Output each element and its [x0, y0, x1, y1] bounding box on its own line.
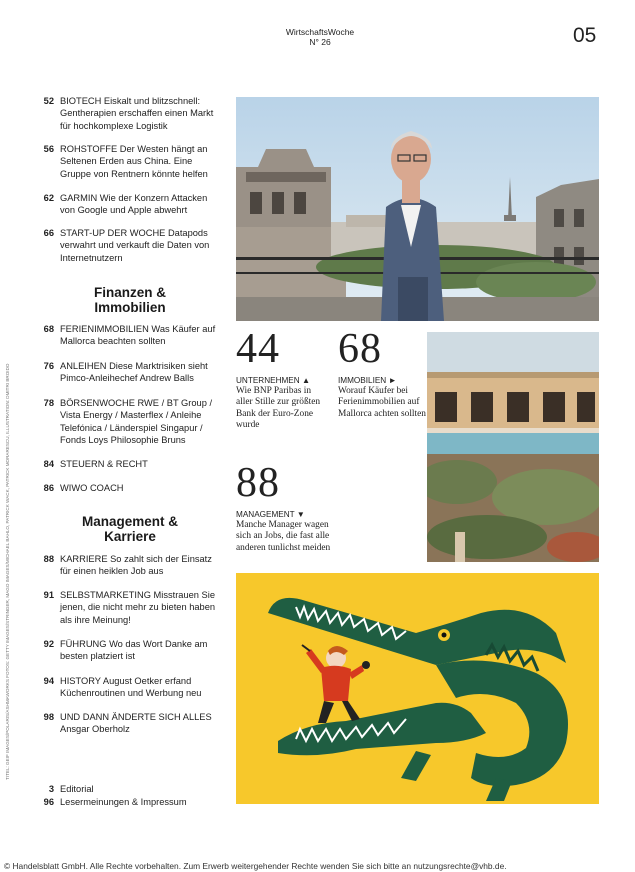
- toc-entry[interactable]: [32, 95, 222, 132]
- toc-entry[interactable]: [32, 783, 222, 795]
- section-heading-finance: [60, 286, 200, 315]
- toc-text: FERIENIMMOBILIEN Was Käufer auf Mallorca beachten sollten: [60, 324, 216, 347]
- section-heading-management: [60, 515, 200, 544]
- toc-entry[interactable]: [32, 482, 222, 494]
- toc-page: 84: [43, 459, 54, 469]
- photo-credit-text: TITEL: GEIF IMAGES/POLARIS/ASHMAWORKS FOTOS: GETTY IMAGES/STRINGER, MAGO IMAGES/MICHAEL BAHLO, PATRICK WACK, PATRICK MORARESCU, ILLUSTRATION: DMITRI BROIDO: [5, 363, 10, 780]
- toc-page: 92: [43, 639, 54, 649]
- crocodile-icon: [236, 573, 599, 804]
- toc-entry[interactable]: [32, 711, 222, 736]
- toc-page: 94: [43, 676, 54, 686]
- magazine-title: WirtschaftsWoche: [285, 27, 355, 37]
- toc-text: BÖRSENWOCHE RWE / BT Group / Vista Energy / Masterflex / Anleihe Telefónica / Länderspiel Singapur / Fonds Loys Philosophie Bruns: [60, 398, 213, 446]
- feature-page-number: 68: [338, 326, 382, 372]
- toc-text: UND DANN ÄNDERTE SICH ALLES Ansgar Oberholz: [60, 712, 212, 735]
- toc-page: 78: [43, 398, 54, 408]
- toc-text: KARRIERE So zahlt sich der Einsatz für einen heiklen Job aus: [60, 554, 212, 577]
- feature-description: Worauf Käufer bei Ferienimmobilien auf Mallorca achten sollten: [338, 386, 426, 419]
- toc-page: 52: [43, 96, 54, 106]
- toc-text: Lesermeinungen & Impressum: [60, 797, 187, 807]
- toc-entry[interactable]: [32, 589, 222, 626]
- toc-page: 88: [43, 554, 54, 564]
- villa-photo-illustration: [427, 332, 599, 562]
- toc-text: BIOTECH Eiskalt und blitzschnell: Gentherapien erschaffen einen Markt für hochkomplexe Logistik: [60, 96, 214, 131]
- toc-text: ROHSTOFFE Der Westen hängt an Seltenen Erden aus China. Eine Gruppe von Rentnern könnte helfen: [60, 144, 208, 179]
- toc-entry[interactable]: [32, 638, 222, 663]
- toc-entry[interactable]: [32, 675, 222, 700]
- feature-category: IMMOBILIEN ►: [338, 376, 397, 385]
- toc-page: 76: [43, 361, 54, 371]
- toc-entry[interactable]: [32, 227, 222, 264]
- issue-number: N° 26: [309, 37, 331, 47]
- feature-page-number: 88: [236, 460, 280, 506]
- toc-text: WIWO COACH: [60, 483, 124, 493]
- toc-entry[interactable]: [32, 397, 222, 447]
- toc-page: 68: [43, 324, 54, 334]
- copyright-footer: © Handelsblatt GmbH. Alle Rechte vorbehalten. Zum Erwerb weitergehender Rechte wenden Sie sich bitte an nutzungsrechte@vhb.de.: [4, 861, 507, 871]
- toc-page: 91: [43, 590, 54, 600]
- toc-page: 3: [48, 784, 54, 794]
- feature-category: MANAGEMENT ▼: [236, 510, 305, 519]
- toc-text: GARMIN Wie der Konzern Attacken von Google und Apple abwehrt: [60, 193, 208, 216]
- toc-page: 62: [43, 193, 54, 203]
- crocodile-illustration[interactable]: [236, 573, 599, 804]
- toc-text: STEUERN & RECHT: [60, 459, 148, 469]
- feature-description: Manche Manager wagen sich an Jobs, die fast alle anderen tunlichst meiden: [236, 520, 331, 553]
- feature-page-number: 44: [236, 326, 280, 372]
- feature-category: UNTERNEHMEN ▲: [236, 376, 311, 385]
- rooftop-photo-illustration: [236, 97, 599, 321]
- section-heading-line: Immobilien: [94, 299, 166, 315]
- toc-text: ANLEIHEN Diese Marktrisiken sieht Pimco-Anleihechef Andrew Balls: [60, 361, 208, 384]
- toc-page: 98: [43, 712, 54, 722]
- feature-teaser[interactable]: [236, 462, 336, 554]
- feature-description: Wie BNP Paribas in aller Stille zur größten Bank der Euro-Zone wurde: [236, 386, 321, 430]
- section-heading-line: Management &: [81, 514, 179, 529]
- toc-entry[interactable]: [32, 796, 222, 808]
- toc-text: HISTORY August Oetker erfand Küchenroutinen und Werbung neu: [60, 676, 202, 699]
- toc-entry[interactable]: [32, 553, 222, 578]
- toc-entry[interactable]: [32, 143, 222, 180]
- toc-text: START-UP DER WOCHE Datapods verwahrt und verkauft die Daten von Internetnutzern: [60, 228, 210, 263]
- mallorca-villa-photo[interactable]: [427, 332, 599, 562]
- page-number: 05: [573, 24, 597, 47]
- photo-credit: [5, 363, 25, 780]
- section-heading-line: Karriere: [104, 528, 156, 544]
- toc-entry[interactable]: [32, 458, 222, 470]
- toc-page: 66: [43, 228, 54, 238]
- toc-entry[interactable]: [32, 192, 222, 217]
- feature-teaser[interactable]: [236, 328, 326, 431]
- cover-photo-rooftop[interactable]: [236, 97, 599, 321]
- toc-text: Editorial: [60, 784, 94, 794]
- toc-entry[interactable]: [32, 360, 222, 385]
- toc-page: 56: [43, 144, 54, 154]
- toc-text: SELBSTMARKETING Misstrauen Sie jenen, die nicht mehr zu bieten haben als ihre Meinung!: [60, 590, 216, 625]
- toc-page: 86: [43, 483, 54, 493]
- toc-page: 96: [43, 797, 54, 807]
- toc-text: FÜHRUNG Wo das Wort Danke am besten platziert ist: [60, 639, 208, 662]
- toc-entry[interactable]: [32, 323, 222, 348]
- feature-teaser[interactable]: [338, 328, 426, 420]
- masthead: [240, 27, 400, 47]
- section-heading-line: Finanzen &: [93, 285, 166, 300]
